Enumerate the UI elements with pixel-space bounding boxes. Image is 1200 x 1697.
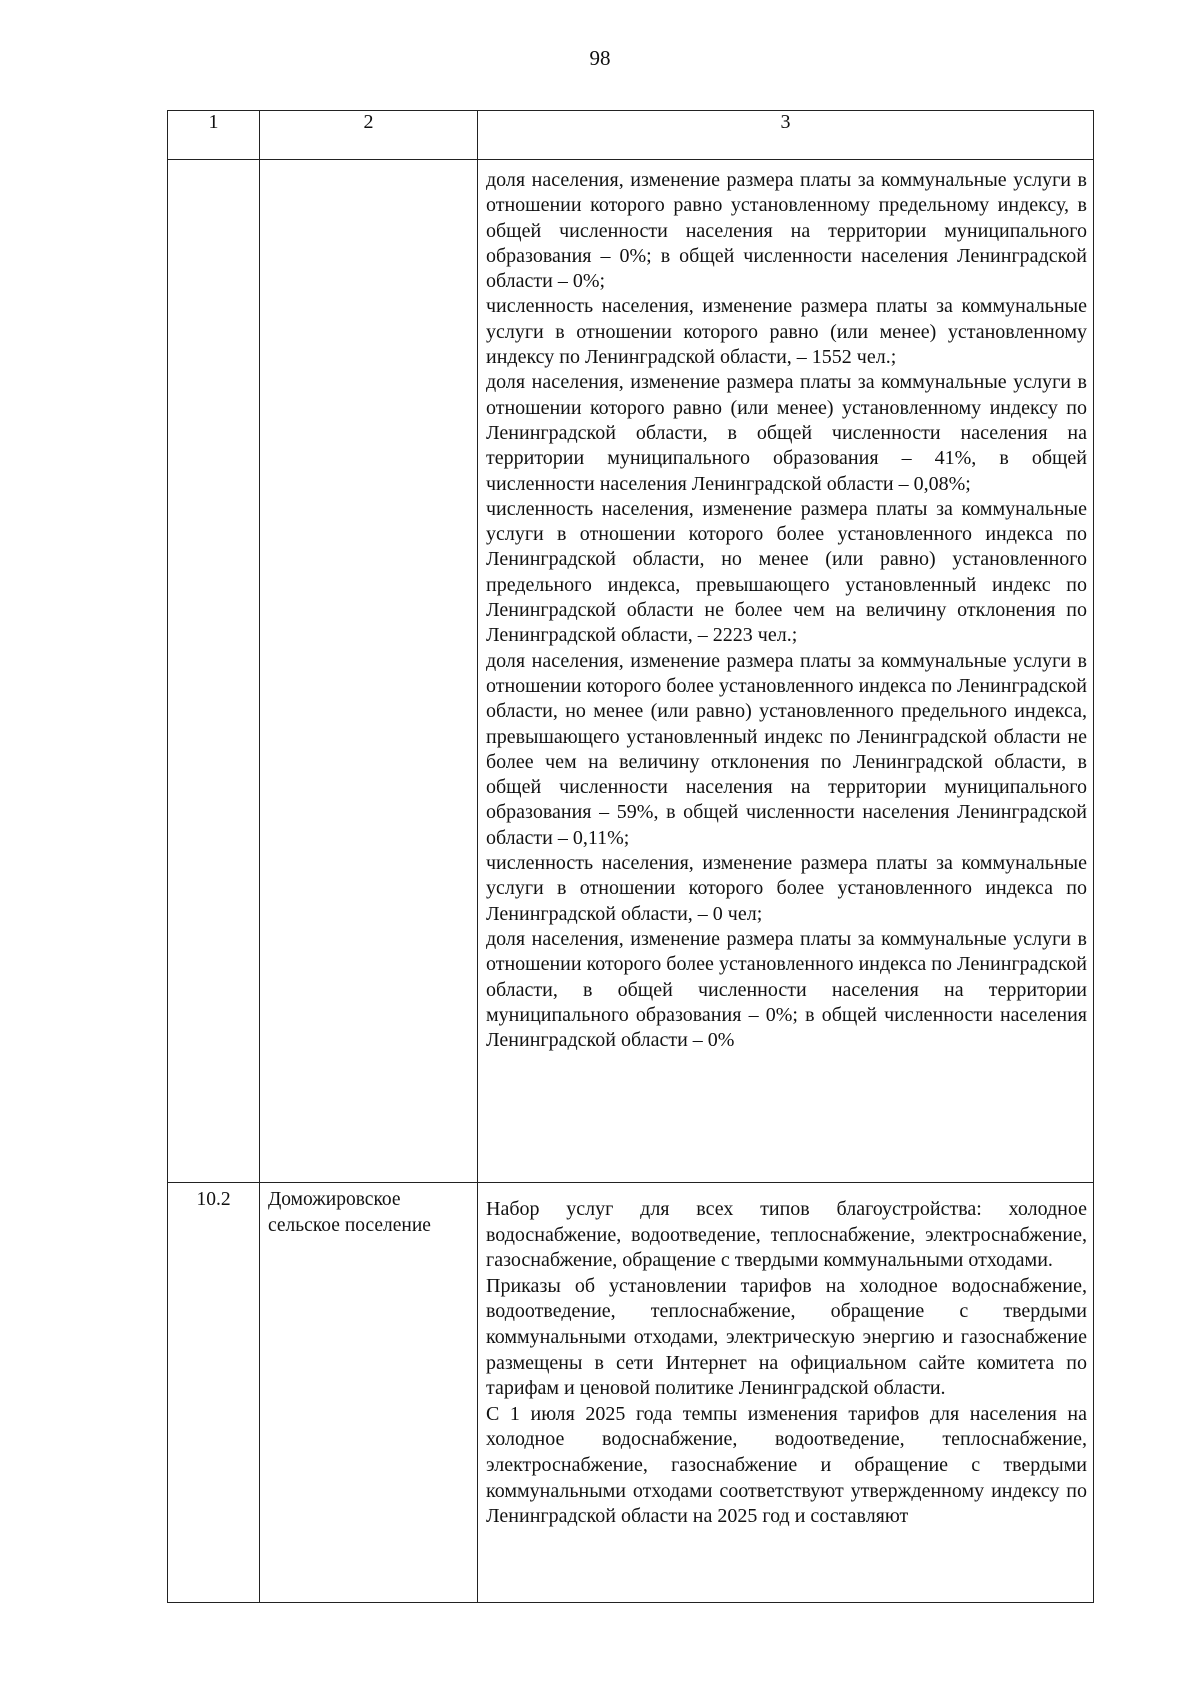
row-name-cell: Доможировское сельское поселение: [260, 1183, 478, 1603]
column-header-3: 3: [478, 111, 1094, 160]
column-header-1: 1: [168, 111, 260, 160]
text-paragraph: С 1 июля 2025 года темпы изменения тарифов для населения на холодное водоснабжение, водоотведение, теплоснабжение, электроснабжение, газоснабжение и обращение с твердыми коммунальными отходами соответствуют утвержденному индексу по Ленинградской области на 2025 год и составляют: [486, 1402, 1087, 1528]
text-paragraph: доля населения, изменение размера платы за коммунальные услуги в отношении которого более установленного индекса по Ленинградской области, но менее (или равно) установленного предельного индекса, превышающего установленный индекс по Ленинградской области не более чем на величину отклонения по Ленинградской области, в общей численности населения на территории муниципального образования – 59%, в общей численности населения Ленинградской области – 0,11%;: [486, 649, 1087, 849]
text-paragraph: численность населения, изменение размера платы за коммунальные услуги в отношении которого более установленного индекса по Ленинградской области, – 0 чел;: [486, 852, 1087, 925]
text-paragraph: доля населения, изменение размера платы за коммунальные услуги в отношении которого равно установленному предельному индексу, в общей численности населения на территории муниципального образования – 0%; в общей численности населения Ленинградской области – 0%;: [486, 169, 1087, 293]
row-text-cell: [478, 1183, 1094, 1603]
page-number: 98: [589, 46, 611, 70]
row-number-cell: 10.2: [168, 1183, 260, 1603]
column-header-2: 2: [260, 111, 478, 160]
text-paragraph: численность населения, изменение размера платы за коммунальные услуги в отношении которого равно (или менее) установленному индексу по Ленинградской области, – 1552 чел.;: [486, 295, 1087, 369]
text-paragraph: Приказы об установлении тарифов на холодное водоснабжение, водоотведение, теплоснабжение, обращение с твердыми коммунальными отходами, электрическую энергию и газоснабжение размещены в сети Интернет на официальном сайте комитета по тарифам и ценовой политике Ленинградской области.: [486, 1274, 1087, 1400]
text-paragraph: доля населения, изменение размера платы за коммунальные услуги в отношении которого более установленного индекса по Ленинградской области, в общей численности населения на территории муниципального образования – 0%; в общей численности населения Ленинградской области – 0%: [486, 927, 1087, 1052]
text-paragraph: Набор услуг для всех типов благоустройства: холодное водоснабжение, водоотведение, теплоснабжение, электроснабжение, газоснабжение, обращение с твердыми коммунальными отходами.: [486, 1198, 1087, 1272]
table-row: [168, 160, 1094, 1183]
document-table: [167, 110, 1094, 1603]
row-number-cell: [168, 160, 260, 1183]
row-text-cell: [478, 160, 1094, 1183]
table-header-row: [168, 111, 1094, 160]
text-paragraph: численность населения, изменение размера платы за коммунальные услуги в отношении которого более установленного индекса по Ленинградской области, но менее (или равно) установленного предельного индекса, превышающего установленный индекс по Ленинградской области не более чем на величину отклонения по Ленинградской области, – 2223 чел.;: [486, 497, 1087, 647]
text-paragraph: доля населения, изменение размера платы за коммунальные услуги в отношении которого равно (или менее) установленному индексу по Ленинградской области, в общей численности населения на территории муниципального образования – 41%, в общей численности населения Ленинградской области – 0,08%;: [486, 371, 1087, 495]
table-row: [168, 1183, 1094, 1603]
row-name-cell: [260, 160, 478, 1183]
